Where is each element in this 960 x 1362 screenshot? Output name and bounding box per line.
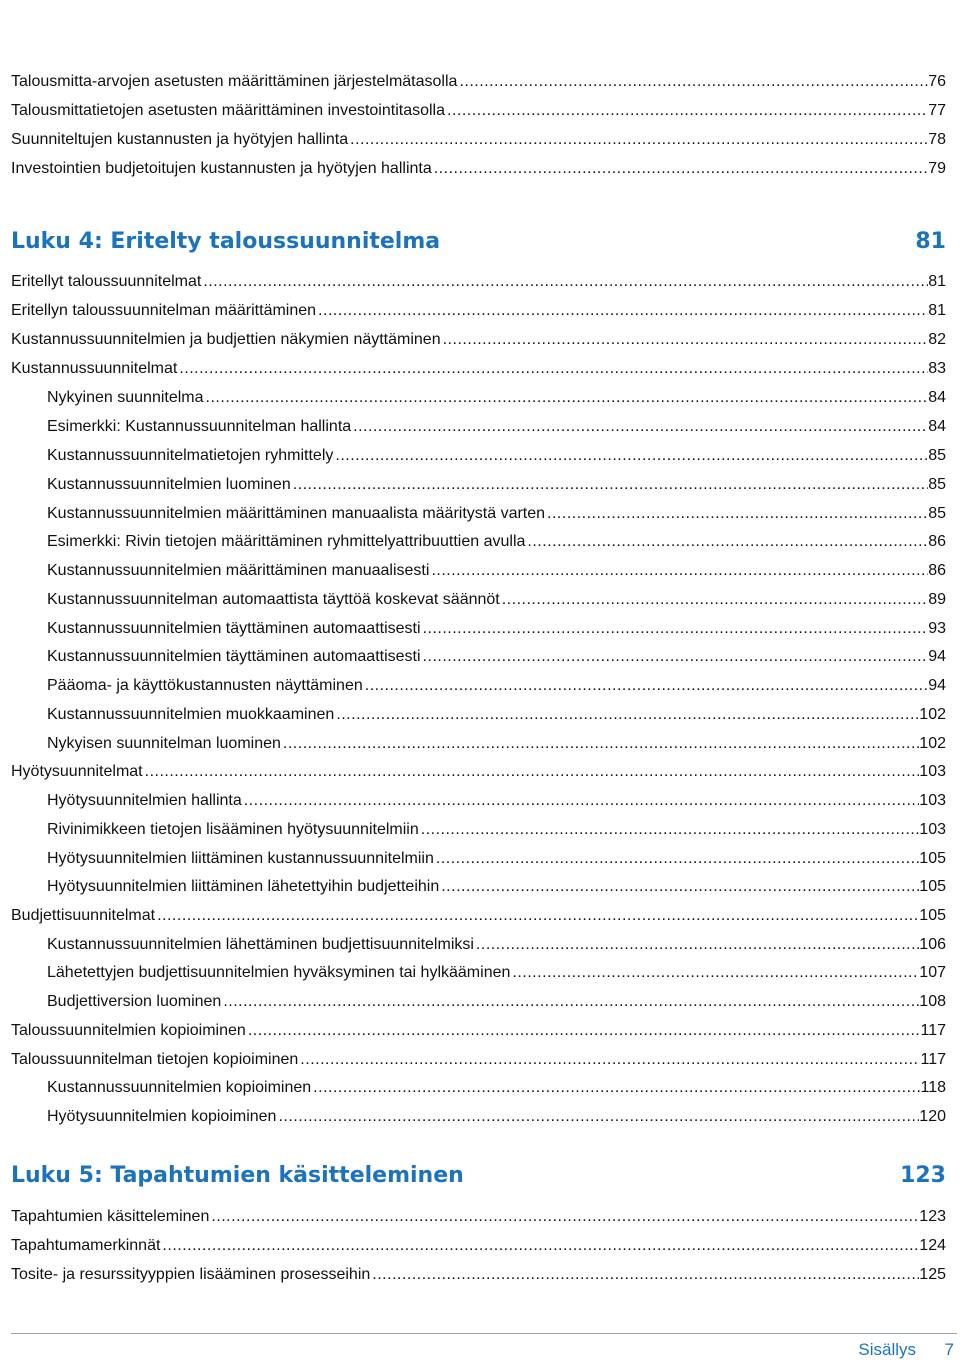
toc-entry-page: 103 <box>919 821 946 838</box>
toc-entry-label: Kustannussuunnitelmien lähettäminen budjettisuunnitelmiksi <box>47 936 474 953</box>
dot-leader <box>300 1050 920 1070</box>
toc-entry-page: 103 <box>919 792 946 809</box>
dot-leader <box>459 72 928 92</box>
chapter-title: Luku 4: Eritelty taloussuunnitelma <box>11 229 441 254</box>
toc-entry-label: Tapahtumamerkinnät <box>11 1237 161 1254</box>
dot-leader <box>441 877 919 897</box>
toc-entry-label: Kustannussuunnitelmat <box>11 360 178 377</box>
toc-entry-page: 85 <box>928 505 946 522</box>
dot-leader <box>203 272 928 292</box>
toc-entry[interactable] <box>11 1261 946 1285</box>
toc-entry[interactable] <box>47 988 946 1012</box>
toc-entry-label: Budjettisuunnitelmat <box>11 907 156 924</box>
toc-entry-label: Kustannussuunnitelman automaattista täyttöä koskevat säännöt <box>47 591 500 608</box>
toc-entry-label: Taloussuunnitelmien kopioiminen <box>11 1022 246 1039</box>
toc-entry[interactable] <box>11 326 946 350</box>
dot-leader <box>145 762 920 782</box>
toc-entry-page: 83 <box>928 360 946 377</box>
toc-entry-label: Kustannussuunnitelmien kopioiminen <box>47 1079 312 1096</box>
toc-entry[interactable] <box>47 528 946 552</box>
toc-entry-label: Talousmitta-arvojen asetusten määrittäminen järjestelmätasolla <box>11 73 458 90</box>
toc-entry-page: 105 <box>919 850 946 867</box>
toc-entry[interactable] <box>47 931 946 955</box>
toc-entry[interactable] <box>47 845 946 869</box>
chapter-page: 123 <box>900 1163 946 1188</box>
toc-entry[interactable] <box>47 787 946 811</box>
dot-leader <box>512 963 919 983</box>
toc-entry-page: 105 <box>919 907 946 924</box>
toc-entry-label: Esimerkki: Kustannussuunnitelman hallinta <box>47 418 352 435</box>
toc-entry[interactable] <box>11 902 946 926</box>
toc-entry-page: 77 <box>928 102 946 119</box>
toc-entry-page: 107 <box>919 964 946 981</box>
toc-entry-label: Rivinimikkeen tietojen lisääminen hyötysuunnitelmiin <box>47 821 419 838</box>
toc-entry[interactable] <box>47 442 946 466</box>
toc-entry[interactable] <box>11 97 946 121</box>
toc-entry[interactable] <box>11 126 946 150</box>
chapter-heading[interactable] <box>11 1156 946 1190</box>
toc-entry-page: 89 <box>928 591 946 608</box>
toc-entry-page: 94 <box>928 677 946 694</box>
toc-entry-label: Hyötysuunnitelmien kopioiminen <box>47 1108 277 1125</box>
footer-page-number: 7 <box>944 1340 954 1359</box>
toc-entry-page: 84 <box>928 418 946 435</box>
toc-entry[interactable] <box>47 471 946 495</box>
dot-leader <box>423 619 929 639</box>
toc-entry-label: Eritellyt taloussuunnitelmat <box>11 273 202 290</box>
toc-entry-page: 123 <box>919 1208 946 1225</box>
toc-entry[interactable] <box>11 1232 946 1256</box>
chapter-title: Luku 5: Tapahtumien käsitteleminen <box>11 1163 464 1188</box>
dot-leader <box>318 301 928 321</box>
dot-leader <box>547 504 928 524</box>
toc-entry[interactable] <box>47 500 946 524</box>
dot-leader <box>223 992 919 1012</box>
toc-entry[interactable] <box>11 1203 946 1227</box>
dot-leader <box>335 446 928 466</box>
toc-entry-label: Tapahtumien käsitteleminen <box>11 1208 210 1225</box>
toc-entry[interactable] <box>47 730 946 754</box>
dot-leader <box>502 590 928 610</box>
dot-leader <box>476 935 919 955</box>
toc-entry-label: Lähetettyjen budjettisuunnitelmien hyväksyminen tai hylkääminen <box>47 964 511 981</box>
toc-entry-page: 108 <box>919 993 946 1010</box>
toc-entry-label: Hyötysuunnitelmien liittäminen lähetettyihin budjetteihin <box>47 878 440 895</box>
chapter-heading[interactable] <box>11 222 946 256</box>
dot-leader <box>443 330 929 350</box>
toc-entry-page: 125 <box>919 1266 946 1283</box>
toc-entry[interactable] <box>11 1017 946 1041</box>
dot-leader <box>436 849 919 869</box>
toc-entry-page: 86 <box>928 562 946 579</box>
toc-entry-label: Esimerkki: Rivin tietojen määrittäminen ryhmittelyattribuuttien avulla <box>47 533 526 550</box>
toc-entry-label: Kustannussuunnitelmien ja budjettien näkymien näyttäminen <box>11 331 441 348</box>
toc-entry[interactable] <box>11 68 946 92</box>
toc-entry[interactable] <box>11 297 946 321</box>
toc-entry[interactable] <box>11 268 946 292</box>
toc-entry[interactable] <box>47 816 946 840</box>
toc-entry-label: Hyötysuunnitelmien hallinta <box>47 792 242 809</box>
toc-entry-page: 85 <box>928 447 946 464</box>
dot-leader <box>278 1107 919 1127</box>
toc-entry-page: 120 <box>919 1108 946 1125</box>
dot-leader <box>157 906 919 926</box>
toc-entry[interactable] <box>11 1046 946 1070</box>
footer-divider <box>11 1333 957 1334</box>
toc-entry-label: Investointien budjetoitujen kustannusten ja hyötyjen hallinta <box>11 160 432 177</box>
toc-entry-page: 81 <box>928 302 946 319</box>
toc-entry-page: 93 <box>928 620 946 637</box>
toc-entry[interactable] <box>11 758 946 782</box>
toc-entry[interactable] <box>47 672 946 696</box>
toc-entry-page: 102 <box>919 735 946 752</box>
toc-entry[interactable] <box>47 615 946 639</box>
toc-entry-label: Hyötysuunnitelmat <box>11 763 143 780</box>
toc-entry[interactable] <box>47 557 946 581</box>
toc-entry-label: Eritellyn taloussuunnitelman määrittäminen <box>11 302 317 319</box>
dot-leader <box>527 532 928 552</box>
dot-leader <box>421 820 920 840</box>
toc-entry[interactable] <box>47 586 946 610</box>
toc-entry-label: Nykyinen suunnitelma <box>47 389 204 406</box>
dot-leader <box>434 159 928 179</box>
toc-entry-label: Hyötysuunnitelmien liittäminen kustannussuunnitelmiin <box>47 850 434 867</box>
toc-entry[interactable] <box>47 701 946 725</box>
toc-entry-label: Pääoma- ja käyttökustannusten näyttäminen <box>47 677 363 694</box>
toc-entry-page: 117 <box>920 1022 946 1039</box>
toc-entry-page: 78 <box>928 131 946 148</box>
toc-entry-page: 103 <box>919 763 946 780</box>
dot-leader <box>248 1021 921 1041</box>
toc-entry[interactable] <box>11 355 946 379</box>
toc-entry-page: 86 <box>928 533 946 550</box>
toc-entry-page: 85 <box>928 476 946 493</box>
toc-entry-label: Taloussuunnitelman tietojen kopioiminen <box>11 1051 299 1068</box>
toc-entry-label: Kustannussuunnitelmien muokkaaminen <box>47 706 335 723</box>
toc-entry-page: 105 <box>919 878 946 895</box>
toc-entry-label: Kustannussuunnitelmien täyttäminen automaattisesti <box>47 620 421 637</box>
toc-entry-page: 76 <box>928 73 946 90</box>
toc-entry[interactable] <box>47 1103 946 1127</box>
footer-section-name: Sisällys <box>858 1340 916 1359</box>
toc-entry-label: Tosite- ja resurssityyppien lisääminen prosesseihin <box>11 1266 371 1283</box>
dot-leader <box>211 1207 919 1227</box>
dot-leader <box>423 647 929 667</box>
dot-leader <box>431 561 928 581</box>
toc-entry-label: Budjettiversion luominen <box>47 993 222 1010</box>
dot-leader <box>447 101 928 121</box>
toc-entry-page: 102 <box>919 706 946 723</box>
toc-entry-page: 84 <box>928 389 946 406</box>
toc-entry-label: Kustannussuunnitelmatietojen ryhmittely <box>47 447 334 464</box>
dot-leader <box>206 388 929 408</box>
dot-leader <box>336 705 919 725</box>
toc-entry[interactable] <box>47 1074 946 1098</box>
toc-entry-label: Kustannussuunnitelmien määrittäminen manuaalisesti <box>47 562 430 579</box>
toc-entry-page: 82 <box>928 331 946 348</box>
dot-leader <box>179 359 928 379</box>
dot-leader <box>365 676 928 696</box>
toc-entry-page: 117 <box>920 1051 946 1068</box>
toc-entry-label: Kustannussuunnitelmien täyttäminen automaattisesti <box>47 648 421 665</box>
dot-leader <box>162 1236 919 1256</box>
toc-entry-page: 79 <box>928 160 946 177</box>
dot-leader <box>293 475 928 495</box>
toc-entry-page: 124 <box>919 1237 946 1254</box>
toc-entry-page: 118 <box>920 1079 946 1096</box>
toc-entry[interactable] <box>47 413 946 437</box>
toc-entry-label: Kustannussuunnitelmien määrittäminen manuaalista määritystä varten <box>47 505 546 522</box>
toc-entry-label: Talousmittatietojen asetusten määrittäminen investointitasolla <box>11 102 446 119</box>
toc-entry-label: Kustannussuunnitelmien luominen <box>47 476 291 493</box>
toc-entry[interactable] <box>47 643 946 667</box>
dot-leader <box>353 417 928 437</box>
toc-entry[interactable] <box>47 384 946 408</box>
toc-entry[interactable] <box>47 873 946 897</box>
dot-leader <box>313 1078 920 1098</box>
toc-entry-label: Nykyisen suunnitelman luominen <box>47 735 281 752</box>
toc-entry-page: 81 <box>928 273 946 290</box>
dot-leader <box>372 1265 919 1285</box>
dot-leader <box>244 791 920 811</box>
toc-entry-page: 106 <box>919 936 946 953</box>
dot-leader <box>350 130 928 150</box>
toc-entry[interactable] <box>47 959 946 983</box>
toc-entry[interactable] <box>11 155 946 179</box>
toc-entry-label: Suunniteltujen kustannusten ja hyötyjen hallinta <box>11 131 349 148</box>
chapter-page: 81 <box>915 229 946 254</box>
dot-leader <box>283 734 919 754</box>
toc-entry-page: 94 <box>928 648 946 665</box>
